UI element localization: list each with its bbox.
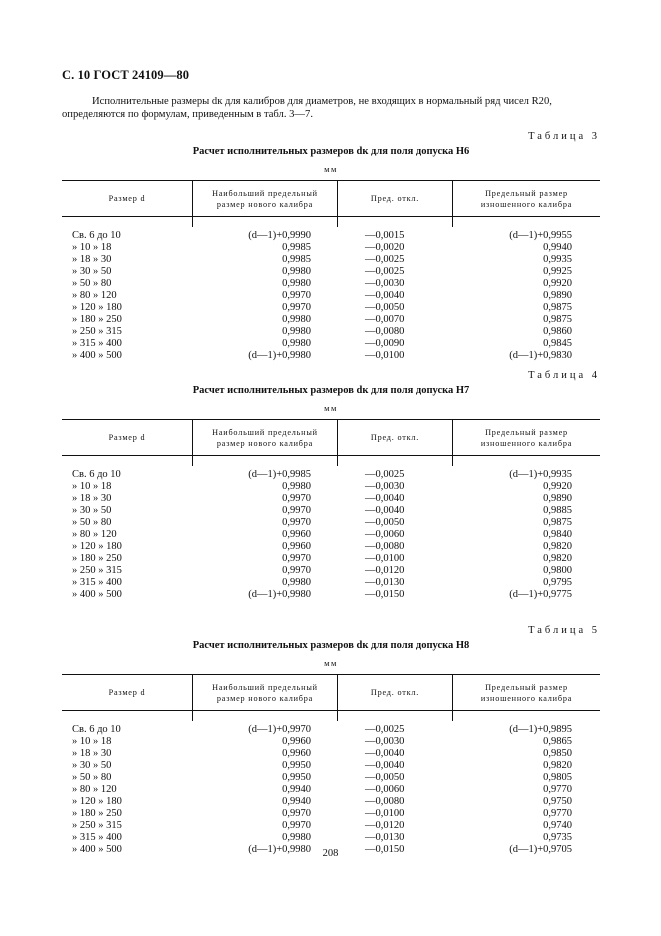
cell-worn-gauge-limit: 0,9820 [543,541,572,552]
cell-worn-gauge-limit: 0,9805 [543,772,572,783]
cell-new-gauge-max: 0,9970 [282,565,311,576]
data-table [62,419,600,601]
cell-new-gauge-max: (d—1)+0,9980 [248,844,311,855]
column-header-new-gauge-max: Наибольший предельный размер нового калибра [192,181,337,216]
cell-size-range: » 80 » 120 [72,784,117,795]
cell-worn-gauge-limit: (d—1)+0,9705 [509,844,572,855]
cell-size-range: » 18 » 30 [72,493,112,504]
cell-size-range: » 315 » 400 [72,338,122,349]
cell-size-range: » 180 » 250 [72,553,122,564]
cell-size-range: » 50 » 80 [72,772,112,783]
table-row [62,469,600,481]
cell-new-gauge-max: 0,9985 [282,254,311,265]
cell-deviation: —0,0040 [365,748,405,759]
table-row [62,278,600,290]
cell-worn-gauge-limit: 0,9875 [543,314,572,325]
table-section [62,369,600,601]
cell-deviation: —0,0020 [365,242,405,253]
cell-deviation: —0,0120 [365,565,405,576]
cell-deviation: —0,0100 [365,808,405,819]
cell-size-range: » 250 » 315 [72,565,122,576]
column-header-worn-gauge-limit: Предельный размер изношенного калибра [452,181,600,216]
cell-size-range: » 18 » 30 [72,254,112,265]
cell-worn-gauge-limit: 0,9890 [543,493,572,504]
table-row [62,529,600,541]
cell-worn-gauge-limit: 0,9940 [543,242,572,253]
cell-deviation: —0,0025 [365,254,405,265]
cell-size-range: » 250 » 315 [72,820,122,831]
table-title: Расчет исполнительных размеров dк для поля допуска H8 [192,640,470,651]
cell-worn-gauge-limit: 0,9750 [543,796,572,807]
column-divider [337,454,338,466]
cell-new-gauge-max: (d—1)+0,9985 [248,469,311,480]
cell-size-range: » 120 » 180 [72,541,122,552]
cell-worn-gauge-limit: 0,9875 [543,517,572,528]
cell-size-range: » 80 » 120 [72,290,117,301]
table-row [62,820,600,832]
table-row [62,481,600,493]
table-unit: мм [324,658,338,668]
cell-size-range: Св. 6 до 10 [72,230,121,241]
cell-new-gauge-max: (d—1)+0,9980 [248,350,311,361]
cell-new-gauge-max: 0,9970 [282,808,311,819]
table-body [62,456,600,601]
table-row [62,796,600,808]
cell-deviation: —0,0040 [365,290,405,301]
table-row [62,517,600,529]
column-divider [452,215,453,227]
cell-new-gauge-max: 0,9980 [282,338,311,349]
column-divider [192,215,193,227]
cell-new-gauge-max: 0,9940 [282,796,311,807]
page-number: 208 [322,848,339,859]
column-header-new-gauge-max: Наибольший предельный размер нового калибра [192,420,337,455]
column-header-size-range: Размер d [108,433,146,442]
table-row [62,314,600,326]
cell-deviation: —0,0040 [365,760,405,771]
cell-worn-gauge-limit: 0,9850 [543,748,572,759]
table-unit: мм [324,403,338,413]
cell-worn-gauge-limit: 0,9770 [543,784,572,795]
cell-new-gauge-max: 0,9980 [282,266,311,277]
cell-size-range: » 10 » 18 [72,736,112,747]
table-label: Таблица 4 [528,370,600,381]
cell-deviation: —0,0060 [365,784,405,795]
column-divider [192,454,193,466]
cell-deviation: —0,0100 [365,350,405,361]
table-body [62,217,600,362]
cell-deviation: —0,0150 [365,844,405,855]
cell-deviation: —0,0150 [365,589,405,600]
table-row [62,302,600,314]
table-title: Расчет исполнительных размеров dк для поля допуска H7 [192,385,470,396]
page-header: С. 10 ГОСТ 24109—80 [62,68,190,82]
cell-worn-gauge-limit: 0,9920 [543,278,572,289]
table-header-row [62,419,600,456]
cell-worn-gauge-limit: 0,9925 [543,266,572,277]
table-section [62,130,600,362]
cell-new-gauge-max: 0,9980 [282,326,311,337]
cell-new-gauge-max: 0,9970 [282,820,311,831]
cell-deviation: —0,0130 [365,832,405,843]
cell-deviation: —0,0120 [365,820,405,831]
cell-deviation: —0,0060 [365,529,405,540]
cell-deviation: —0,0025 [365,724,405,735]
cell-new-gauge-max: 0,9960 [282,541,311,552]
cell-worn-gauge-limit: (d—1)+0,9830 [509,350,572,361]
cell-worn-gauge-limit: 0,9840 [543,529,572,540]
column-divider [337,215,338,227]
table-row [62,736,600,748]
cell-deviation: —0,0025 [365,266,405,277]
cell-new-gauge-max: (d—1)+0,9980 [248,589,311,600]
cell-new-gauge-max: 0,9960 [282,529,311,540]
table-row [62,832,600,844]
cell-new-gauge-max: 0,9960 [282,748,311,759]
table-row [62,505,600,517]
cell-worn-gauge-limit: 0,9845 [543,338,572,349]
data-table [62,674,600,856]
table-title: Расчет исполнительных размеров dк для поля допуска H6 [192,146,470,157]
cell-new-gauge-max: (d—1)+0,9970 [248,724,311,735]
column-header-size-range: Размер d [108,688,146,697]
table-row [62,326,600,338]
column-header-deviation: Пред. откл. [337,181,452,216]
table-row [62,724,600,736]
column-header-deviation: Пред. откл. [337,420,452,455]
table-row [62,553,600,565]
cell-size-range: » 400 » 500 [72,844,122,855]
cell-deviation: —0,0015 [365,230,405,241]
table-row [62,493,600,505]
cell-size-range: Св. 6 до 10 [72,724,121,735]
cell-new-gauge-max: 0,9980 [282,577,311,588]
cell-worn-gauge-limit: 0,9935 [543,254,572,265]
cell-worn-gauge-limit: (d—1)+0,9935 [509,469,572,480]
table-body [62,711,600,856]
table-section [62,624,600,856]
column-header-size-range: Размер d [108,194,146,203]
cell-deviation: —0,0080 [365,326,405,337]
cell-worn-gauge-limit: 0,9770 [543,808,572,819]
cell-worn-gauge-limit: (d—1)+0,9895 [509,724,572,735]
table-row [62,541,600,553]
cell-size-range: » 180 » 250 [72,808,122,819]
cell-new-gauge-max: 0,9960 [282,736,311,747]
cell-deviation: —0,0030 [365,278,405,289]
cell-worn-gauge-limit: (d—1)+0,9775 [509,589,572,600]
cell-size-range: » 250 » 315 [72,326,122,337]
cell-deviation: —0,0050 [365,302,405,313]
cell-worn-gauge-limit: (d—1)+0,9955 [509,230,572,241]
column-header-new-gauge-max: Наибольший предельный размер нового калибра [192,675,337,710]
cell-size-range: » 10 » 18 [72,481,112,492]
table-row [62,350,600,362]
cell-size-range: » 30 » 50 [72,266,112,277]
cell-worn-gauge-limit: 0,9820 [543,553,572,564]
intro-paragraph [62,95,600,121]
cell-size-range: » 180 » 250 [72,314,122,325]
cell-size-range: » 120 » 180 [72,302,122,313]
cell-worn-gauge-limit: 0,9875 [543,302,572,313]
cell-size-range: » 10 » 18 [72,242,112,253]
table-label: Таблица 5 [528,625,600,636]
cell-new-gauge-max: 0,9970 [282,290,311,301]
cell-new-gauge-max: 0,9950 [282,772,311,783]
table-row [62,266,600,278]
cell-new-gauge-max: 0,9980 [282,481,311,492]
cell-worn-gauge-limit: 0,9920 [543,481,572,492]
table-row [62,565,600,577]
cell-size-range: » 315 » 400 [72,577,122,588]
table-row [62,748,600,760]
table-row [62,338,600,350]
cell-worn-gauge-limit: 0,9885 [543,505,572,516]
cell-size-range: » 30 » 50 [72,505,112,516]
cell-deviation: —0,0070 [365,314,405,325]
table-unit: мм [324,164,338,174]
cell-deviation: —0,0040 [365,493,405,504]
column-header-worn-gauge-limit: Предельный размер изношенного калибра [452,675,600,710]
column-header-worn-gauge-limit: Предельный размер изношенного калибра [452,420,600,455]
table-row [62,242,600,254]
cell-worn-gauge-limit: 0,9865 [543,736,572,747]
cell-new-gauge-max: 0,9940 [282,784,311,795]
table-header-row [62,180,600,217]
intro-text: Исполнительные размеры dк для калибров для диаметров, не входящих в нормальный ряд чисел R20, определяются по формулам, приведенным в табл. 3—7. [62,96,552,120]
cell-deviation: —0,0100 [365,553,405,564]
table-row [62,254,600,266]
cell-size-range: » 18 » 30 [72,748,112,759]
cell-new-gauge-max: 0,9970 [282,493,311,504]
cell-new-gauge-max: 0,9950 [282,760,311,771]
table-label: Таблица 3 [528,131,600,142]
cell-worn-gauge-limit: 0,9860 [543,326,572,337]
cell-worn-gauge-limit: 0,9740 [543,820,572,831]
data-table [62,180,600,362]
cell-size-range: » 400 » 500 [72,350,122,361]
cell-worn-gauge-limit: 0,9795 [543,577,572,588]
cell-size-range: » 50 » 80 [72,517,112,528]
cell-new-gauge-max: 0,9970 [282,553,311,564]
cell-new-gauge-max: 0,9970 [282,505,311,516]
cell-worn-gauge-limit: 0,9800 [543,565,572,576]
table-row [62,589,600,601]
cell-worn-gauge-limit: 0,9890 [543,290,572,301]
cell-size-range: » 80 » 120 [72,529,117,540]
cell-new-gauge-max: 0,9980 [282,832,311,843]
cell-size-range: » 50 » 80 [72,278,112,289]
cell-deviation: —0,0040 [365,505,405,516]
cell-size-range: » 315 » 400 [72,832,122,843]
column-divider [192,709,193,721]
column-header-deviation: Пред. откл. [337,675,452,710]
table-row [62,772,600,784]
cell-new-gauge-max: (d—1)+0,9990 [248,230,311,241]
cell-deviation: —0,0050 [365,772,405,783]
cell-worn-gauge-limit: 0,9820 [543,760,572,771]
cell-deviation: —0,0050 [365,517,405,528]
cell-deviation: —0,0025 [365,469,405,480]
cell-new-gauge-max: 0,9985 [282,242,311,253]
cell-size-range: » 120 » 180 [72,796,122,807]
column-divider [337,709,338,721]
cell-new-gauge-max: 0,9970 [282,517,311,528]
cell-new-gauge-max: 0,9980 [282,278,311,289]
cell-size-range: Св. 6 до 10 [72,469,121,480]
table-row [62,230,600,242]
cell-new-gauge-max: 0,9970 [282,302,311,313]
table-row [62,290,600,302]
table-row [62,784,600,796]
cell-deviation: —0,0090 [365,338,405,349]
cell-deviation: —0,0080 [365,541,405,552]
cell-deviation: —0,0080 [365,796,405,807]
column-divider [452,709,453,721]
cell-worn-gauge-limit: 0,9735 [543,832,572,843]
cell-deviation: —0,0030 [365,736,405,747]
cell-deviation: —0,0030 [365,481,405,492]
cell-deviation: —0,0130 [365,577,405,588]
cell-size-range: » 30 » 50 [72,760,112,771]
column-divider [452,454,453,466]
table-row [62,760,600,772]
cell-new-gauge-max: 0,9980 [282,314,311,325]
cell-size-range: » 400 » 500 [72,589,122,600]
table-row [62,577,600,589]
table-row [62,808,600,820]
table-header-row [62,674,600,711]
